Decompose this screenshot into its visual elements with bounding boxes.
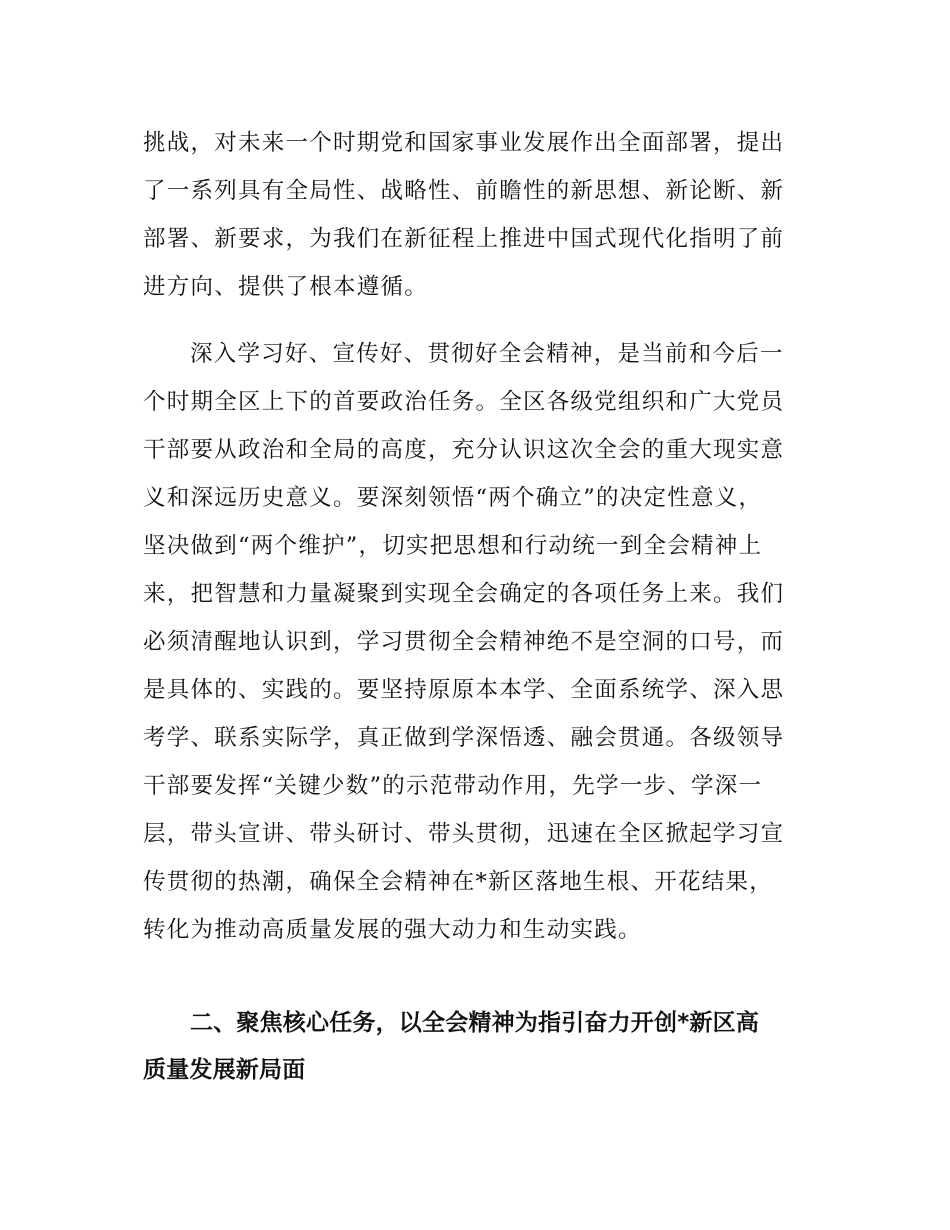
text-line: 转化为推动高质量发展的强大动力和生动实践。 [143,917,642,943]
text-line: 进方向、提供了根本遵循。 [143,274,429,300]
text-line: 义和深远历史意义。要深刻领悟“两个确立”的决定性意义， [143,485,763,511]
text-line: 传贯彻的热潮，确保全会精神在*新区落地生根、开花结果， [143,869,774,895]
text-line: 层，带头宣讲、带头研讨、带头贯彻，迅速在全区掀起学习宣 [143,821,785,847]
text-line: 坚决做到“两个维护”，切实把思想和行动统一到全会精神上 [143,533,763,559]
text-line: 是具体的、实践的。要坚持原原本本学、全面系统学、深入思 [143,677,785,703]
text-line: 部署、新要求，为我们在新征程上推进中国式现代化指明了前 [143,226,785,252]
text-line: 干部要从政治和全局的高度，充分认识这次全会的重大现实意 [143,437,785,463]
text-line: 个时期全区上下的首要政治任务。全区各级党组织和广大党员 [143,389,785,415]
text-line: 深入学习好、宣传好、贯彻好全会精神，是当前和今后一 [190,341,784,367]
text-line: 来，把智慧和力量凝聚到实现全会确定的各项任务上来。我们 [143,581,785,607]
text-line: 干部要发挥“关键少数”的示范带动作用，先学一步、学深一 [143,773,763,799]
heading-line: 二、聚焦核心任务，以全会精神为指引奋力开创*新区高 [190,1010,760,1036]
text-line: 了一系列具有全局性、战略性、前瞻性的新思想、新论断、新 [143,178,785,204]
text-line: 挑战，对未来一个时期党和国家事业发展作出全面部署，提出 [143,130,785,156]
heading-line: 质量发展新局面 [143,1057,306,1083]
text-line: 考学、联系实际学，真正做到学深悟透、融会贯通。各级领导 [143,725,785,751]
text-line: 必须清醒地认识到，学习贯彻全会精神绝不是空洞的口号，而 [143,629,785,655]
